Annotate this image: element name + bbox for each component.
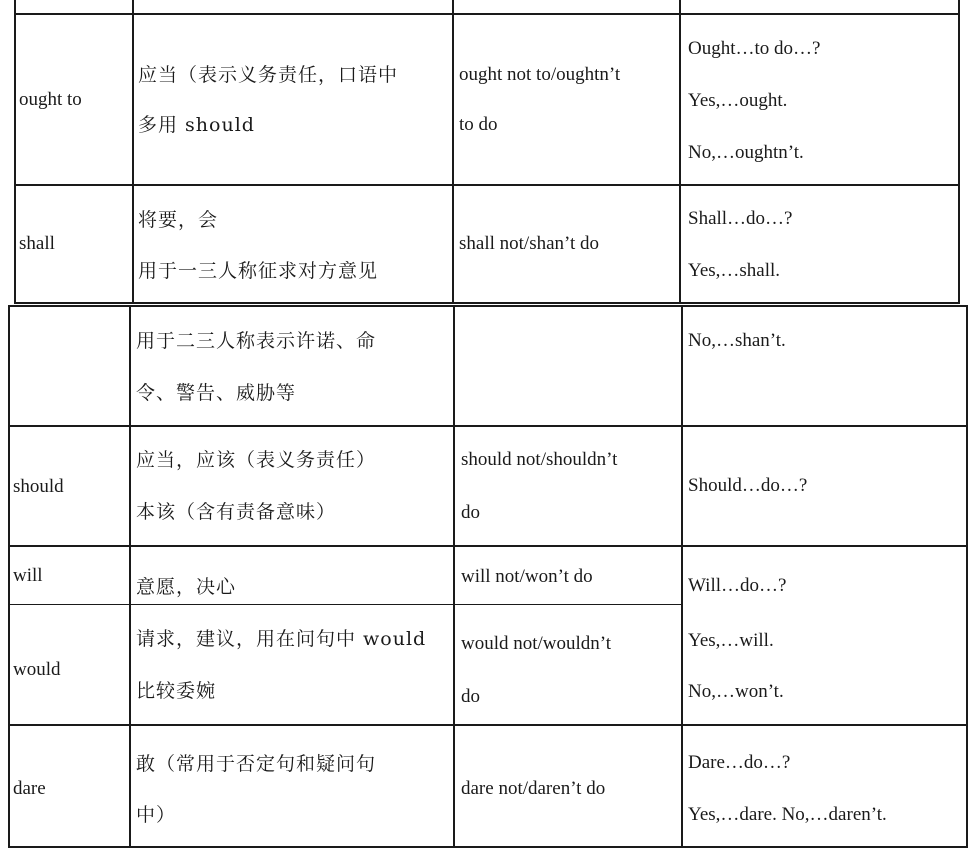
table-border-bottom bbox=[8, 846, 968, 848]
question-cell-line: Ought…to do…? bbox=[688, 38, 821, 59]
column-divider bbox=[452, 0, 454, 304]
row-divider bbox=[8, 425, 968, 427]
meaning-cell-line: 多用 should bbox=[138, 114, 255, 136]
column-divider bbox=[453, 305, 455, 848]
verb-cell: ought to bbox=[19, 89, 82, 110]
row-divider bbox=[8, 724, 968, 726]
column-divider bbox=[681, 305, 683, 848]
question-cell-line: No,…won’t. bbox=[688, 681, 784, 702]
question-cell-line: Yes,…dare. No,…daren’t. bbox=[688, 804, 887, 825]
table-border-top bbox=[14, 13, 960, 15]
negative-cell-line: should not/shouldn’t bbox=[461, 449, 618, 470]
row-divider bbox=[8, 604, 682, 605]
verb-cell: will bbox=[13, 565, 43, 586]
meaning-cell-line: 应当（表示义务责任，口语中 bbox=[138, 64, 399, 86]
column-divider bbox=[8, 305, 10, 848]
negative-cell-line: shall not/shan’t do bbox=[459, 233, 600, 254]
meaning-cell-line: 敢（常用于否定句和疑问句 bbox=[136, 753, 377, 775]
meaning-cell-line: 本该（含有责备意味） bbox=[136, 501, 337, 523]
table-border-bottom bbox=[14, 302, 960, 304]
meaning-cell-line: 请求，建议，用在问句中 would bbox=[136, 628, 427, 650]
table-border-top bbox=[8, 305, 968, 307]
question-cell-line: Dare…do…? bbox=[688, 752, 791, 773]
row-divider bbox=[8, 545, 968, 547]
verb-cell: should bbox=[13, 476, 64, 497]
negative-cell-line: ought not to/oughtn’t bbox=[459, 64, 621, 85]
negative-cell-line: would not/wouldn’t bbox=[461, 633, 612, 654]
row-divider bbox=[14, 184, 960, 186]
negative-cell-line: will not/won’t do bbox=[461, 566, 593, 587]
verb-cell: would bbox=[13, 659, 61, 680]
column-divider bbox=[966, 305, 968, 848]
column-divider bbox=[958, 0, 960, 304]
question-cell-line: Shall…do…? bbox=[688, 208, 793, 229]
column-divider bbox=[14, 0, 16, 304]
meaning-cell-line: 用于一三人称征求对方意见 bbox=[138, 260, 379, 282]
negative-cell-line: do bbox=[461, 686, 480, 707]
negative-cell-line: dare not/daren’t do bbox=[461, 778, 606, 799]
verb-cell: shall bbox=[19, 233, 55, 254]
meaning-cell-line: 应当，应该（表义务责任） bbox=[136, 449, 377, 471]
meaning-cell-line: 中） bbox=[136, 804, 177, 826]
column-divider bbox=[129, 305, 131, 848]
question-cell-line: Will…do…? bbox=[688, 575, 787, 596]
column-divider bbox=[132, 0, 134, 304]
meaning-cell-line: 意愿，决心 bbox=[136, 576, 237, 598]
meaning-cell-line: 用于二三人称表示许诺、命 bbox=[136, 330, 377, 352]
question-cell-line: Yes,…ought. bbox=[688, 90, 788, 111]
question-cell-line: No,…shan’t. bbox=[688, 330, 786, 351]
column-divider bbox=[679, 0, 681, 304]
question-cell-line: Yes,…will. bbox=[688, 630, 774, 651]
meaning-cell-line: 令、警告、威胁等 bbox=[136, 382, 297, 404]
negative-cell-line: do bbox=[461, 502, 480, 523]
question-cell-line: Should…do…? bbox=[688, 475, 808, 496]
verb-cell: dare bbox=[13, 778, 46, 799]
question-cell-line: Yes,…shall. bbox=[688, 260, 781, 281]
meaning-cell-line: 比较委婉 bbox=[136, 680, 217, 702]
negative-cell-line: to do bbox=[459, 114, 498, 135]
meaning-cell-line: 将要，会 bbox=[138, 209, 219, 231]
question-cell-line: No,…oughtn’t. bbox=[688, 142, 804, 163]
